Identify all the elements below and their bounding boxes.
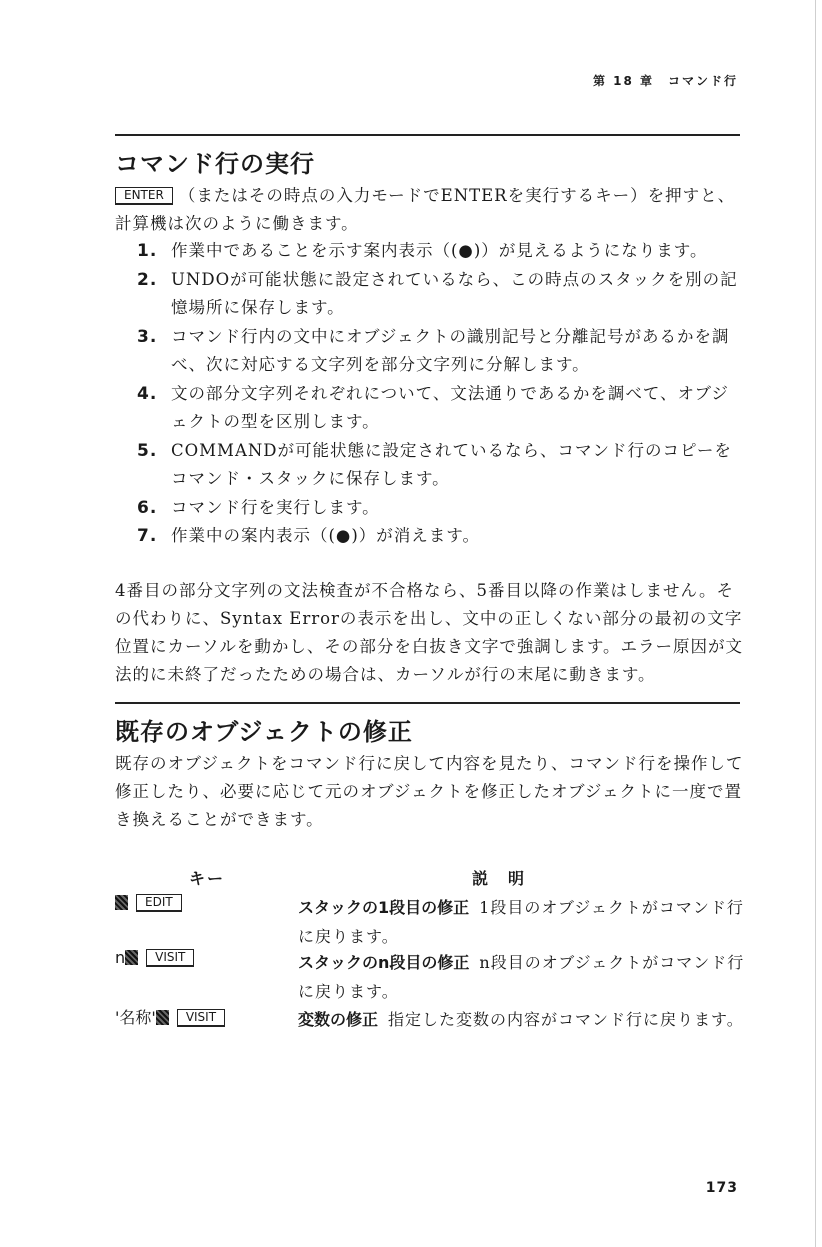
step-item <box>115 266 745 323</box>
step-item <box>115 522 745 551</box>
step-text: 作業中であることを示す案内表示（(●)）が見えるようになります。 <box>171 241 708 260</box>
row-title: スタックのn段目の修正 <box>298 953 470 972</box>
step-number: 3. <box>137 326 158 347</box>
key-prefix: '名称' <box>115 1008 156 1027</box>
intro-paragraph <box>115 182 747 238</box>
edit-intro-paragraph: 既存のオブジェクトをコマンド行に戻して内容を見たり、コマンド行を操作して修正したり、必要に応じて元のオブジェクトを修正したオブジェクトに一度で置き換えることができます。 <box>115 754 744 829</box>
row-text: n段目のオブジェクトがコマンド行に戻ります。 <box>298 953 745 1001</box>
row-text: 指定した変数の内容がコマンド行に戻ります。 <box>388 1010 744 1029</box>
step-text: コマンド行内の文中にオブジェクトの識別記号と分離記号があるかを調べ、次に対応する文字列を部分文字列に分解します。 <box>171 326 730 374</box>
section-title-edit-object: 既存のオブジェクトの修正 <box>115 718 413 746</box>
section-title-command-execution: コマンド行の実行 <box>115 150 315 178</box>
row-text: 1段目のオブジェクトがコマンド行に戻ります。 <box>298 898 744 946</box>
table-header-key: キー <box>189 869 226 888</box>
syntax-note-paragraph: 4番目の部分文字列の文法検査が不合格なら、5番目以降の作業はしません。その代わりに、Syntax Errorの表示を出し、文中の正しくない部分の最初の文字位置にカーソルを動かし、その部分を白抜き文字で強調します。エラー原因が文法的に未終了だったための場合は、カーソルが行の末尾に動きます。 <box>115 581 744 684</box>
page-edge-line <box>815 0 816 1247</box>
key-sequence <box>115 893 188 912</box>
step-number: 4. <box>137 383 158 404</box>
edit-key: EDIT <box>136 894 182 912</box>
row-title: スタックの1段目の修正 <box>298 898 470 917</box>
key-prefix: n <box>115 948 126 967</box>
step-item <box>115 380 745 437</box>
step-number: 5. <box>137 440 158 461</box>
table-header-description: 説 明 <box>472 869 527 888</box>
row-title: 変数の修正 <box>298 1010 379 1029</box>
step-text: コマンド行を実行します。 <box>171 497 380 517</box>
step-number: 1. <box>137 241 158 261</box>
row-description <box>298 948 748 1006</box>
key-sequence <box>115 948 200 967</box>
row-description <box>298 893 748 951</box>
step-text: 作業中の案内表示（(●)）が消えます。 <box>171 526 480 545</box>
step-item <box>115 494 745 523</box>
step-item <box>115 437 745 494</box>
step-number: 6. <box>137 497 158 518</box>
execution-steps-list <box>115 237 745 551</box>
shift-key-icon <box>115 895 128 910</box>
step-text: 文の部分文字列それぞれについて、文法通りであるかを調べて、オブジェクトの型を区別します。 <box>171 383 729 431</box>
step-item <box>115 237 745 266</box>
visit-key: VISIT <box>146 949 194 967</box>
step-text: UNDOが可能状態に設定されているなら、この時点のスタックを別の記憶場所に保存します。 <box>171 269 738 317</box>
visit-key: VISIT <box>177 1009 225 1027</box>
shift-key-icon <box>156 1010 169 1025</box>
step-number: 2. <box>137 269 158 290</box>
key-sequence <box>115 1005 231 1028</box>
enter-key: ENTER <box>115 187 173 205</box>
section-rule-middle <box>115 702 740 704</box>
running-head: 第 18 章 コマンド行 <box>592 74 738 88</box>
step-number: 7. <box>137 526 158 546</box>
step-text: COMMANDが可能状態に設定されているなら、コマンド行のコピーをコマンド・スタックに保存します。 <box>171 440 732 488</box>
shift-key-icon <box>125 950 138 965</box>
section-rule-top <box>115 134 740 136</box>
page-number: 173 <box>705 1180 738 1196</box>
step-item <box>115 323 745 380</box>
intro-text: （またはその時点の入力モードでENTERを実行するキー）を押すと、計算機は次のように働きます。 <box>115 186 736 233</box>
row-description <box>298 1005 748 1034</box>
